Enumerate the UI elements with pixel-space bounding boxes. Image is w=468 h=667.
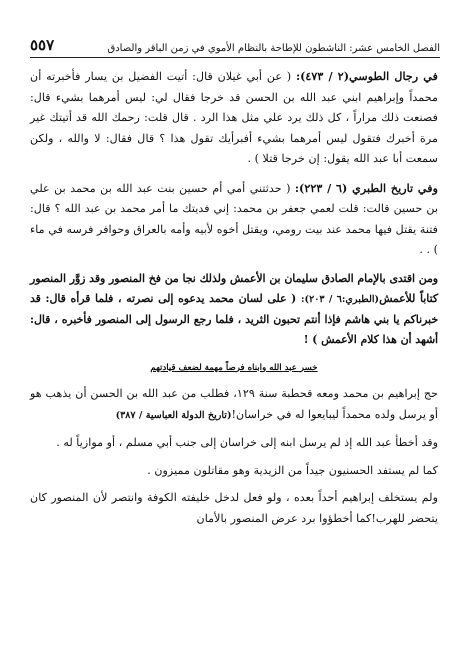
paragraph-text: ( حدثتني أمي أم حسين بنت عبد الله بن محمد بن علي بن حسين قالت: قلت لعمي جعفر بن محمد: إني فديتك ما أمر محمد بن عبد الله ؟ قال: فتنة يقتل فيها محمد عند بيت رومي، ويقتل أخوه لأبيه وأمه بالعراق وحوافر فرسه في ماء ) . .: [30, 181, 438, 256]
paragraph-text: ومن اقتدى بالإمام الصادق سليمان بن الأعمش ولذلك نجا من فخ المنصور وقد زوَّر المنصور كتاباً للأعمش: [30, 271, 438, 305]
paragraph-text: ( على لسان محمد يدعوه إلى نصرته ، فلما قرأه قال: قد خبرناكم يا بني هاشم فإذا أنتم تحبون الثريد ، فلما رجع الرسول إلى المنصور فأخبره ، قال: أشهد أن هذا كلام الأعمش ) !: [30, 291, 438, 346]
source-reference: في رجال الطوسي(٢ / ٤٧٣):: [295, 69, 438, 83]
page-header: [30, 36, 440, 58]
paragraph-ibrahim-successor: ولم يستخلف إبراهيم أحداً بعده ، ولو فعل لدخل خليفته الكوفة وانتصر لأن المنصور كان يتحضر للهرب!كما أخطؤوا برد عرض المنصور بالأمان: [30, 491, 438, 525]
paragraph-zaydiyya: كما لم يستفد الحسنيون جيداً من الزيدية وهو مقاتلون مميزون .: [147, 463, 438, 477]
source-reference: (الطبري:٦ / ٢٠٣):: [301, 293, 380, 305]
running-title: الفصل الخامس عشر: الناشطون للإطاحة بالنظام الأموي في زمن الباقر والصادق: [107, 43, 440, 54]
paragraph-rijal-tusi: [30, 66, 438, 170]
paragraph-text: ( عن أبي غيلان قال: أتيت الفضيل بن يسار فأخبرته أن محمداً وإبراهيم ابني عبد الله بن الحسن قد خرجا فقال لي: ليس أمرهما بشيء قال: فصنعت ذلك مراراً ، كل ذلك يرد علي مثل هذا الرد . قال قلت: رحمك الله قد أتيتك غير مرة أخبرك فتقول ليس أمرهما بشيء أفبرأيك تقول هذا ؟ قال فقال: لا والله ، ولكن سمعت أبا عبد الله يقول: إن خرجا قتلا ) .: [30, 70, 438, 165]
paragraph-tabari-history: [30, 178, 438, 261]
page-number: ٥٥٧: [30, 36, 55, 54]
paragraph-text: حج إبراهيم بن محمد ومعه قحطبة سنة ١٢٩، فطلب من عبد الله بن الحسن أن يذهب هو أو يرسل ولده محمداً ليبايعوا له في خراسان!: [30, 387, 438, 421]
paragraph-ibrahim-hajj: [30, 384, 438, 426]
paragraph-amash: [30, 269, 438, 350]
source-reference: وفي تاريخ الطبري (٦ / ٢٢٣):: [294, 180, 438, 195]
page-body: [30, 66, 438, 537]
source-reference: (تاريخ الدولة العباسية / ٣٨٧): [115, 409, 232, 421]
paragraph-abdullah-mistake: وقد أخطأ عبد الله إذ لم يرسل ابنه إلى خراسان إلى جنب أبي مسلم ، أو موازياً له .: [56, 436, 438, 449]
section-caption: خسر عبد الله وابناه فرصاً مهمة لضعف قيادتهم: [150, 362, 318, 373]
